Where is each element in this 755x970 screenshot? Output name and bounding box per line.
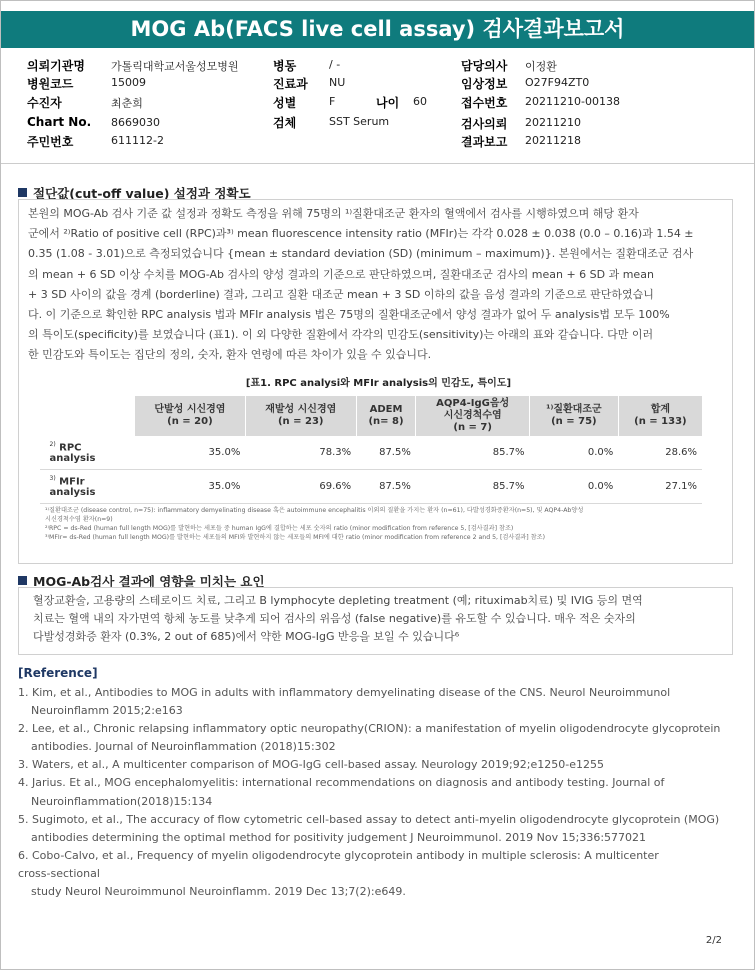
bullet-square-icon <box>18 188 27 197</box>
hospital-code-value: 15009 <box>111 76 146 89</box>
row-label-sup: 3) <box>49 474 56 482</box>
resident-number-value: 611112-2 <box>111 134 164 147</box>
table-cell: 85.7% <box>416 470 530 504</box>
header-line: (n = 23) <box>277 416 324 427</box>
receipt-number-value: 20211210-00138 <box>525 95 620 108</box>
reference-list <box>18 684 733 901</box>
department-value: NU <box>329 76 346 89</box>
clinical-info-value: O27F94ZT0 <box>525 76 590 89</box>
reference-line: Neuroinflammation(2018)15:134 <box>31 794 213 808</box>
age-label: 나이 <box>376 96 400 110</box>
report-title: MOG Ab(FACS live cell assay) 검사결과보고서 <box>1 11 754 48</box>
paragraph-line: 군에서 ²⁾Ratio of positive cell (RPC)과³⁾ mean fluorescence intensity ratio (MFIr)는 각각 0.028 ± 0.038 (0.0 – 0.16)과 1.54 ± <box>28 227 694 241</box>
header-line: 재발성 시신경염 <box>265 404 337 415</box>
sensitivity-table <box>39 396 702 504</box>
resident-number-label: 주민번호 <box>27 135 74 149</box>
result-report-label: 결과보고 <box>461 135 508 149</box>
paragraph-line: 의 특이도(specificity)를 보였습니다 (표1). 이 외 다양한 질환에서 각각의 민감도(sensitivity)는 아래의 표와 같습니다. 다만 이러 <box>28 328 654 342</box>
table-header-cell <box>618 396 702 436</box>
reference-line: 6. Cobo-Calvo, et al., Frequency of myelin oligodendrocyte glycoprotein antibody in multiple sclerosis: A multicenter <box>18 848 659 862</box>
patient-name-label: 수진자 <box>27 96 62 110</box>
table-cell: 87.5% <box>356 436 416 470</box>
table-cell: 85.7% <box>416 436 530 470</box>
header-line: AQP4-IgG음성 <box>436 398 510 409</box>
ward-label: 병동 <box>273 59 297 73</box>
reference-heading: [Reference] <box>18 666 98 680</box>
requesting-institution-label: 의뢰기관명 <box>27 59 85 73</box>
reference-line: antibodies. Journal of Neuroinflammation (2018)15:302 <box>31 740 336 754</box>
table-cell: 35.0% <box>135 470 246 504</box>
reference-line: Neuroinflamm 2015;2:e163 <box>31 704 183 718</box>
reference-line: 1. Kim, et al., Antibodies to MOG in adults with inflammatory demyelinating disease of the CNS. Neurol Neuroimmunol <box>18 686 671 699</box>
cutoff-paragraph <box>28 204 718 366</box>
header-line: ¹⁾질환대조군 <box>546 404 602 415</box>
paragraph-line: 본원의 MOG-Ab 검사 기준 값 설정과 정확도 측정을 위해 75명의 ¹⁾질환대조군 환자의 혈액에서 검사를 시행하였으며 해당 환자 <box>28 207 639 220</box>
header-line: 시신경척수염 <box>443 410 502 421</box>
paragraph-line: 다발성경화증 환자 (0.3%, 2 out of 685)에서 약한 MOG-IgG 반응을 보일 수 있습니다⁶ <box>33 630 460 643</box>
table-header-row <box>40 396 703 436</box>
row-label <box>40 470 135 504</box>
reference-line: study Neurol Neuroimmunol Neuroinflamm. 2019 Dec 13;7(2):e649. <box>31 885 406 899</box>
physician-value: 이정환 <box>525 60 557 73</box>
reference-line: 4. Jarius. Et al., MOG encephalomyelitis: international recommendations on diagnosis and antibody testing. Journal of <box>18 776 665 790</box>
header-line: (n = 20) <box>167 416 213 427</box>
paragraph-line: 치료는 혈액 내의 자가면역 항체 농도를 낮추게 되어 검사의 위음성 (false negative)를 유도할 수 있습니다. 매우 적은 숫자의 <box>33 612 636 625</box>
sex-value: F <box>329 95 336 108</box>
table-cell: 0.0% <box>530 470 619 504</box>
test-request-value: 20211210 <box>525 116 581 129</box>
sex-label: 성별 <box>273 96 297 110</box>
table-cell: 28.6% <box>618 436 702 470</box>
header-divider <box>1 163 754 164</box>
chart-no-value: 8669030 <box>111 116 160 129</box>
table-cell: 35.0% <box>135 436 246 470</box>
paragraph-line: 혈장교환술, 고용량의 스테로이드 치료, 그리고 B lymphocyte depleting treatment (예; rituximab치료) 및 IVIG 등의 면역 <box>33 594 643 607</box>
footnote-line: ³⁾MFIr= ds-Red (human full length MOG)를 발현하는 세포들의 MFI와 발현하지 않는 세포들의 MFI에 대한 ratio (minor modification from reference 2 and 5, [검사결과] 참조) <box>45 534 546 541</box>
section-cutoff-title-text: 절단값(cut-off value) 설정과 정확도 <box>33 186 251 201</box>
chart-no-label: Chart No. <box>27 115 92 129</box>
footnote-line: ²⁾RPC = ds-Red (human full length MOG)를 발현하는 세포들 중 human IgG에 결합하는 세포 숫자의 ratio (minor modification from reference 5, [검사결과] 참조) <box>45 525 514 532</box>
table-cell: 87.5% <box>356 470 416 504</box>
reference-line: 5. Sugimoto, et al., The accuracy of flow cytometric cell-based assay to detect anti-myelin oligodendrocyte glycoprotein (MOG) <box>18 812 720 826</box>
header-line: ADEM <box>369 404 403 415</box>
age-value: 60 <box>413 95 427 108</box>
table-cell: 0.0% <box>530 436 619 470</box>
table-corner-cell <box>40 396 135 436</box>
reference-line: antibodies determining the optimal method for positivity judgement J Neuroimmunol. 2019 Nov 15;336:577021 <box>31 830 647 844</box>
paragraph-line: 의 mean + 6 SD 이상 수치를 MOG-Ab 검사의 양성 결과의 기준으로 판단하였으며, 질환대조군 검사의 mean + 6 SD 과 mean <box>28 267 654 281</box>
table-header-cell <box>416 396 530 436</box>
table-cell: 27.1% <box>618 470 702 504</box>
reference-line: 2. Lee, et al., Chronic relapsing inflammatory optic neuropathy(CRION): a manifestation of myelin oligodendrocyte glycoprotein <box>18 722 721 736</box>
table-row <box>40 470 703 504</box>
receipt-number-label: 접수번호 <box>461 96 508 110</box>
table-cell: 69.6% <box>245 470 356 504</box>
table-header-cell <box>530 396 619 436</box>
bullet-square-icon <box>18 576 27 585</box>
footnote-line: ¹⁾질환대조군 (disease control, n=75): inflammatory demyelinating disease 혹은 autoimmune encephalitis 이외의 질환을 가지는 환자 (n=61), 다발성경화증환자(n=5), 및 AQP4-Ab양성 <box>45 507 584 514</box>
header-line: (n = 133) <box>634 416 687 427</box>
table-caption: [표1. RPC analysi와 MFIr analysis의 민감도, 특이도] <box>245 378 512 389</box>
result-report-value: 20211218 <box>525 134 581 147</box>
reference-line: cross-sectional <box>18 866 100 880</box>
paragraph-line: 한 민감도와 특이도는 집단의 정의, 숫자, 환자 연령에 따른 차이가 있을 수 있습니다. <box>28 348 432 362</box>
header-line: 단발성 시신경염 <box>154 404 226 415</box>
table-header-cell <box>135 396 246 436</box>
specimen-value: SST Serum <box>329 115 390 128</box>
paragraph-line: 0.35 (1.08 - 3.01)으로 측정되었습니다 {mean ± standard deviation (SD) (minimum – maximum)}. 본원에서는 질환대조군 검사 <box>28 247 694 261</box>
header-line: 합계 <box>650 404 671 415</box>
row-label <box>40 436 135 470</box>
row-label-text: RPC analysis <box>49 442 96 465</box>
requesting-institution-value: 가톨릭대학교서울성모병원 <box>111 60 239 73</box>
table-header-cell <box>245 396 356 436</box>
specimen-label: 검체 <box>273 116 297 130</box>
ward-value: / - <box>329 58 341 71</box>
row-label-text: MFIr analysis <box>49 476 96 499</box>
hospital-code-label: 병원코드 <box>27 77 74 91</box>
header-line: (n = 75) <box>551 416 597 427</box>
department-label: 진료과 <box>273 77 308 91</box>
factors-paragraph <box>33 592 713 646</box>
header-line: (n = 7) <box>453 422 492 433</box>
reference-line: 3. Waters, et al., A multicenter comparison of MOG-IgG cell-based assay. Neurology 2019;92;e1250-e1255 <box>18 758 604 772</box>
row-label-sup: 2) <box>49 440 56 448</box>
clinical-info-label: 임상정보 <box>461 77 508 91</box>
paragraph-line: + 3 SD 사이의 값을 경계 (borderline) 결과, 그리고 질환 대조군 mean + 3 SD 이하의 값을 음성 결과의 기준으로 판단하였습니 <box>28 287 654 301</box>
footnote-line: 시신경척수염 환자(n=9) <box>45 516 113 523</box>
patient-name-value: 최춘희 <box>111 97 143 110</box>
physician-label: 담당의사 <box>461 59 508 73</box>
table-row <box>40 436 703 470</box>
header-line: (n= 8) <box>368 416 404 427</box>
section-factors-title-text: MOG-Ab검사 결과에 영향을 미치는 요인 <box>33 574 265 589</box>
paragraph-line: 다. 이 기준으로 확인한 RPC analysis 법과 MFIr analysis 법은 75명의 질환대조군에서 양성 결과가 없어 두 analysis법 모두 100% <box>28 308 670 322</box>
table-header-cell <box>356 396 416 436</box>
table-cell: 78.3% <box>245 436 356 470</box>
page-number: 2/2 <box>705 935 722 946</box>
test-request-label: 검사의뢰 <box>461 117 508 131</box>
table-footnotes <box>45 506 710 542</box>
